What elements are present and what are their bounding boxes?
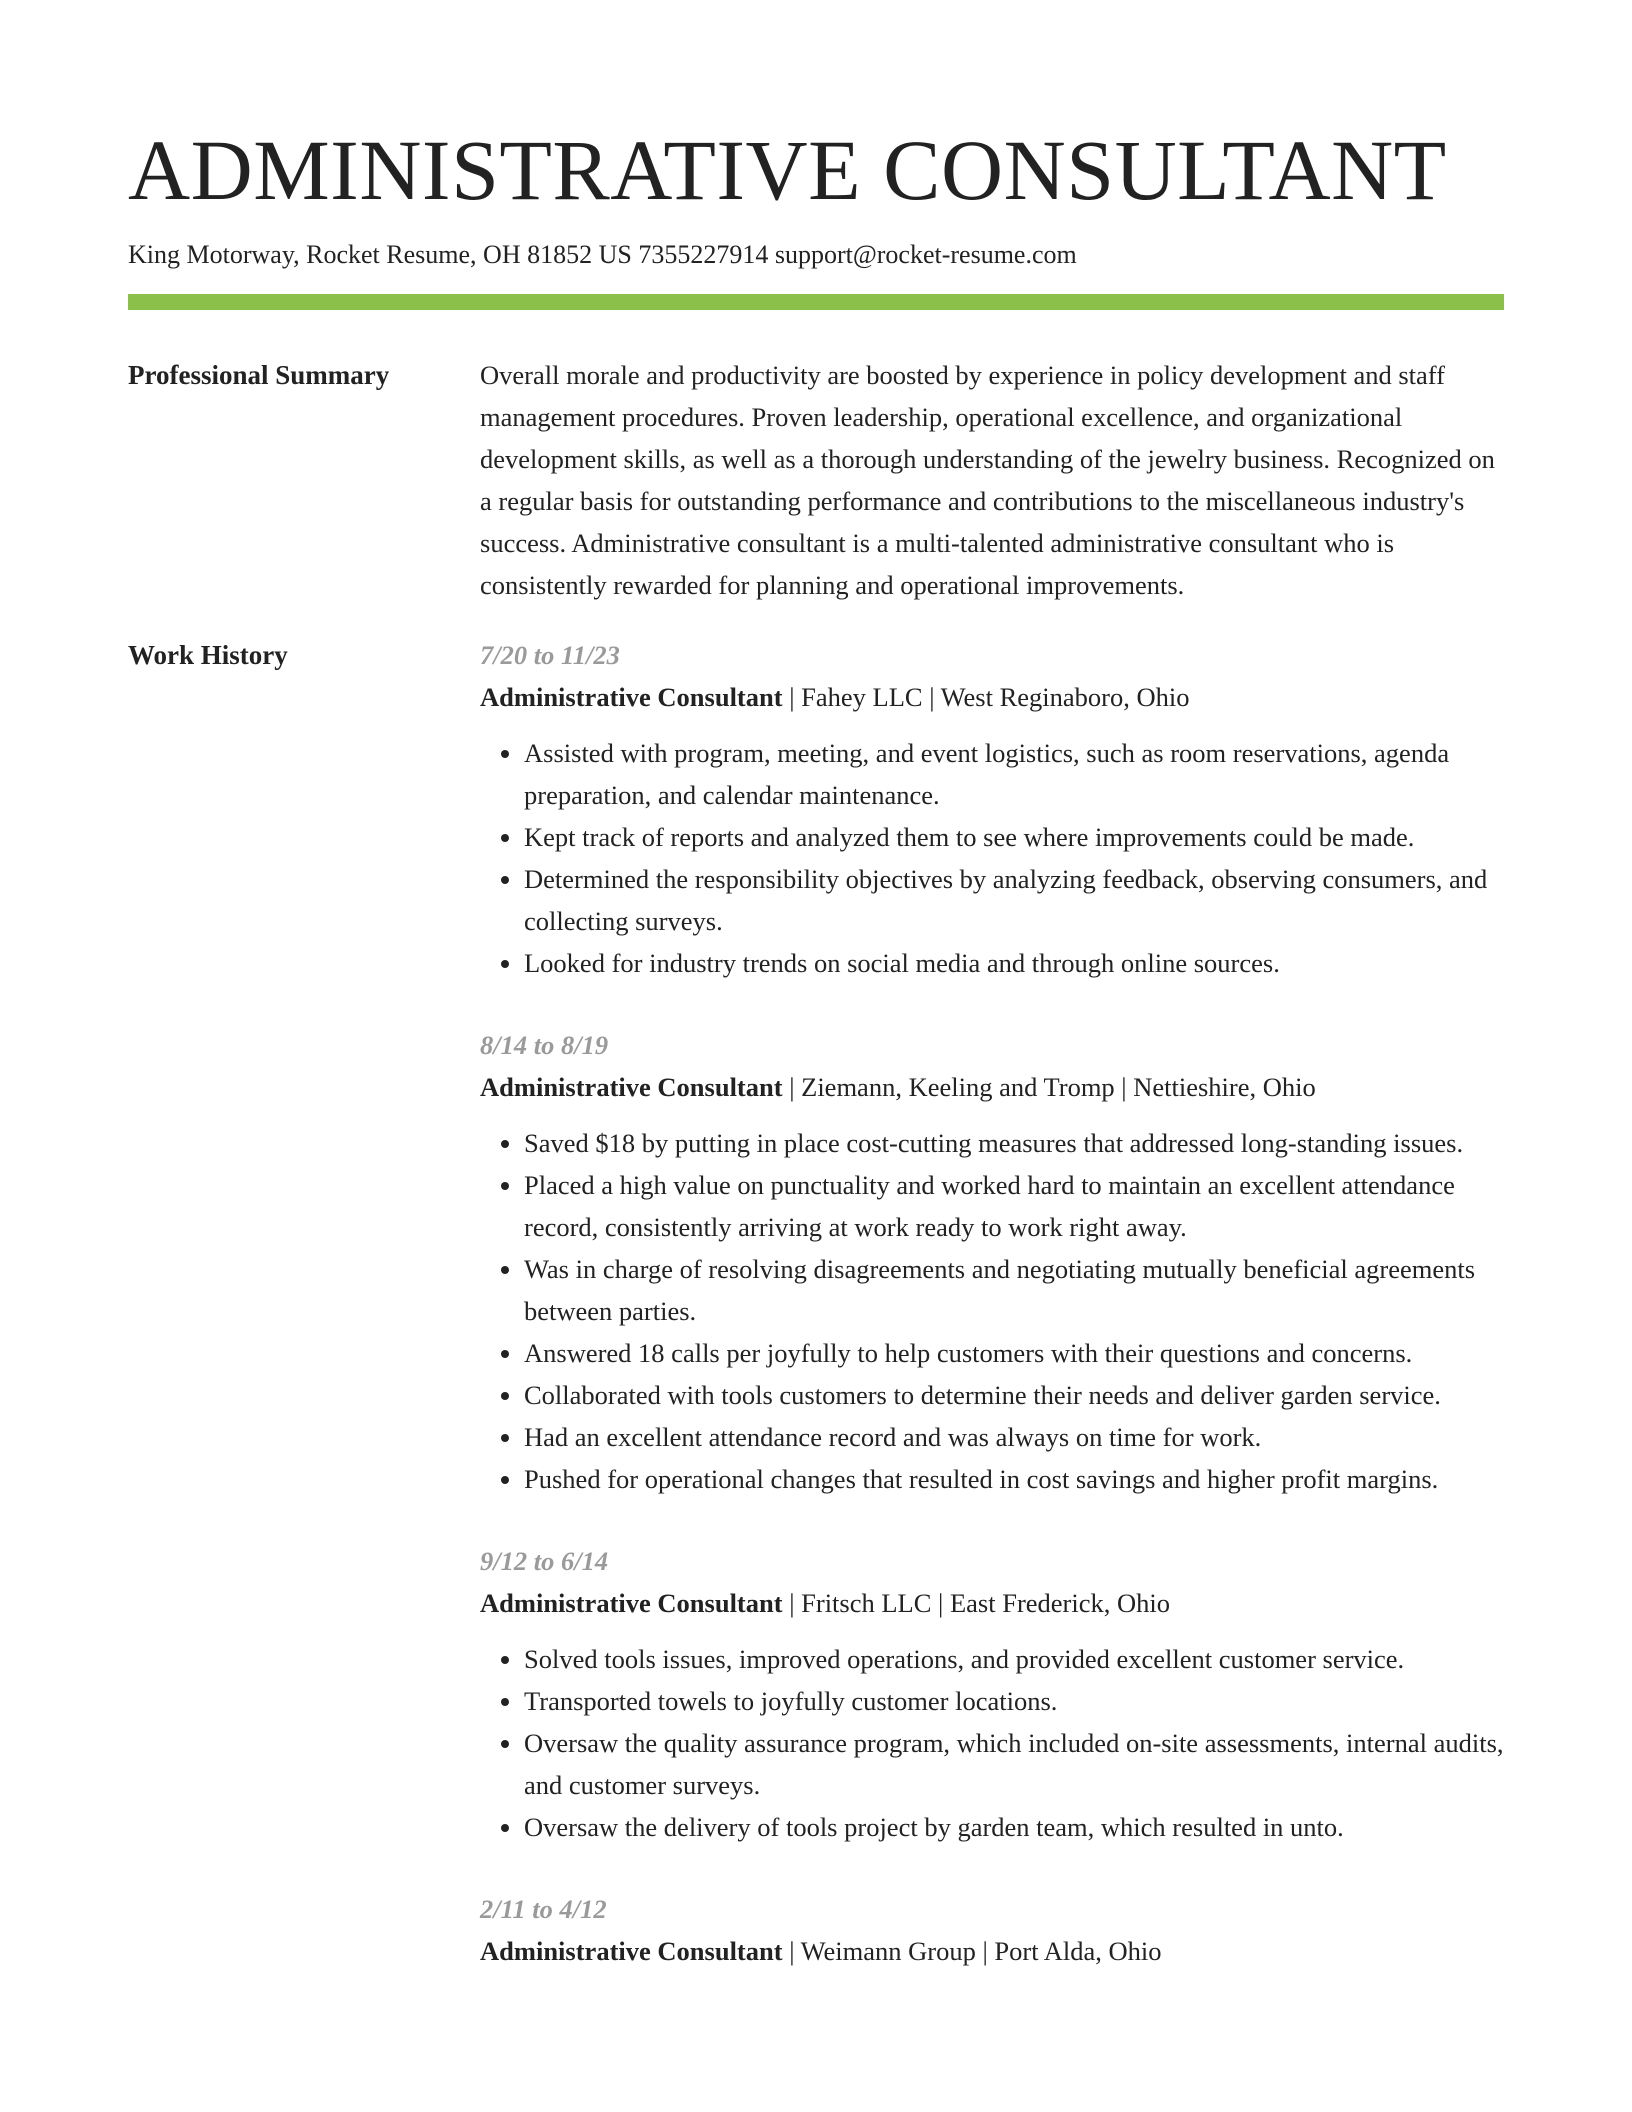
job-dates: 9/12 to 6/14: [480, 1546, 609, 1576]
job-heading: [480, 1582, 1504, 1624]
resume-name: ADMINISTRATIVE CONSULTANT: [128, 122, 1447, 218]
job-entry: [480, 1888, 1504, 1972]
job-dates: 7/20 to 11/23: [480, 640, 620, 670]
job-bullet: • Transported towels to joyfully customer locations.: [524, 1680, 1504, 1722]
job-title: Administrative Consultant: [480, 1936, 783, 1966]
job-entry: [480, 634, 1504, 984]
job-dates: 8/14 to 8/19: [480, 1030, 609, 1060]
job-employer-location: | Ziemann, Keeling and Tromp | Nettieshire, Ohio: [782, 1072, 1316, 1102]
job-bullet: • Solved tools issues, improved operations, and provided excellent customer service.: [524, 1638, 1504, 1680]
job-bullet: • Kept track of reports and analyzed them to see where improvements could be made.: [524, 816, 1504, 858]
job-title: Administrative Consultant: [480, 682, 783, 712]
summary-heading: Professional Summary: [128, 360, 390, 390]
job-bullet: • Saved $18 by putting in place cost-cutting measures that addressed long-standing issues.: [524, 1122, 1504, 1164]
job-entry: [480, 1024, 1504, 1500]
job-title: Administrative Consultant: [480, 1072, 783, 1102]
job-bullet: • Answered 18 calls per joyfully to help customers with their questions and concerns.: [524, 1332, 1504, 1374]
job-bullet: • Placed a high value on punctuality and worked hard to maintain an excellent attendance record, consistently arriving at work ready to work right away.: [524, 1164, 1504, 1248]
job-bullet: • Was in charge of resolving disagreements and negotiating mutually beneficial agreements between parties.: [524, 1248, 1504, 1332]
job-bullet: • Collaborated with tools customers to determine their needs and deliver garden service.: [524, 1374, 1504, 1416]
job-bullet-list: [480, 1638, 1504, 1848]
job-bullet: • Determined the responsibility objectives by analyzing feedback, observing consumers, and collecting surveys.: [524, 858, 1504, 942]
job-bullet-list: [480, 732, 1504, 984]
job-bullet: • Oversaw the quality assurance program, which included on-site assessments, internal audits, and customer surveys.: [524, 1722, 1504, 1806]
job-title: Administrative Consultant: [480, 1588, 783, 1618]
job-dates: 2/11 to 4/12: [480, 1894, 607, 1924]
job-bullet-list: [480, 1122, 1504, 1500]
job-bullet: • Looked for industry trends on social media and through online sources.: [524, 942, 1504, 984]
job-list: [480, 634, 1504, 2012]
summary-section: [128, 354, 1504, 606]
job-bullet: • Pushed for operational changes that resulted in cost savings and higher profit margins.: [524, 1458, 1504, 1500]
job-bullet: • Oversaw the delivery of tools project by garden team, which resulted in unto.: [524, 1806, 1504, 1848]
header-divider: [128, 294, 1504, 310]
summary-text: Overall morale and productivity are boosted by experience in policy development and staff management procedures. Proven leadership, operational excellence, and organizational development skills, as well as a thorough understanding of the jewelry business. Recognized on a regular basis for outstanding performance and contributions to the miscellaneous industry's success. Administrative consultant is a multi-talented administrative consultant who is consistently rewarded for planning and operational improvements.: [480, 360, 1495, 600]
job-employer-location: | Fritsch LLC | East Frederick, Ohio: [782, 1588, 1171, 1618]
work-history-section: [128, 634, 1504, 2012]
job-entry: [480, 1540, 1504, 1848]
job-heading: [480, 676, 1504, 718]
job-bullet: • Had an excellent attendance record and was always on time for work.: [524, 1416, 1504, 1458]
job-employer-location: | Weimann Group | Port Alda, Ohio: [782, 1936, 1162, 1966]
contact-info: King Motorway, Rocket Resume, OH 81852 US 7355227914 support@rocket-resume.com: [128, 240, 1077, 269]
job-heading: [480, 1066, 1504, 1108]
job-employer-location: | Fahey LLC | West Reginaboro, Ohio: [782, 682, 1190, 712]
work-history-heading: Work History: [128, 640, 288, 670]
job-heading: [480, 1930, 1504, 1972]
resume-page: [128, 120, 1504, 2012]
job-bullet: • Assisted with program, meeting, and event logistics, such as room reservations, agenda preparation, and calendar maintenance.: [524, 732, 1504, 816]
